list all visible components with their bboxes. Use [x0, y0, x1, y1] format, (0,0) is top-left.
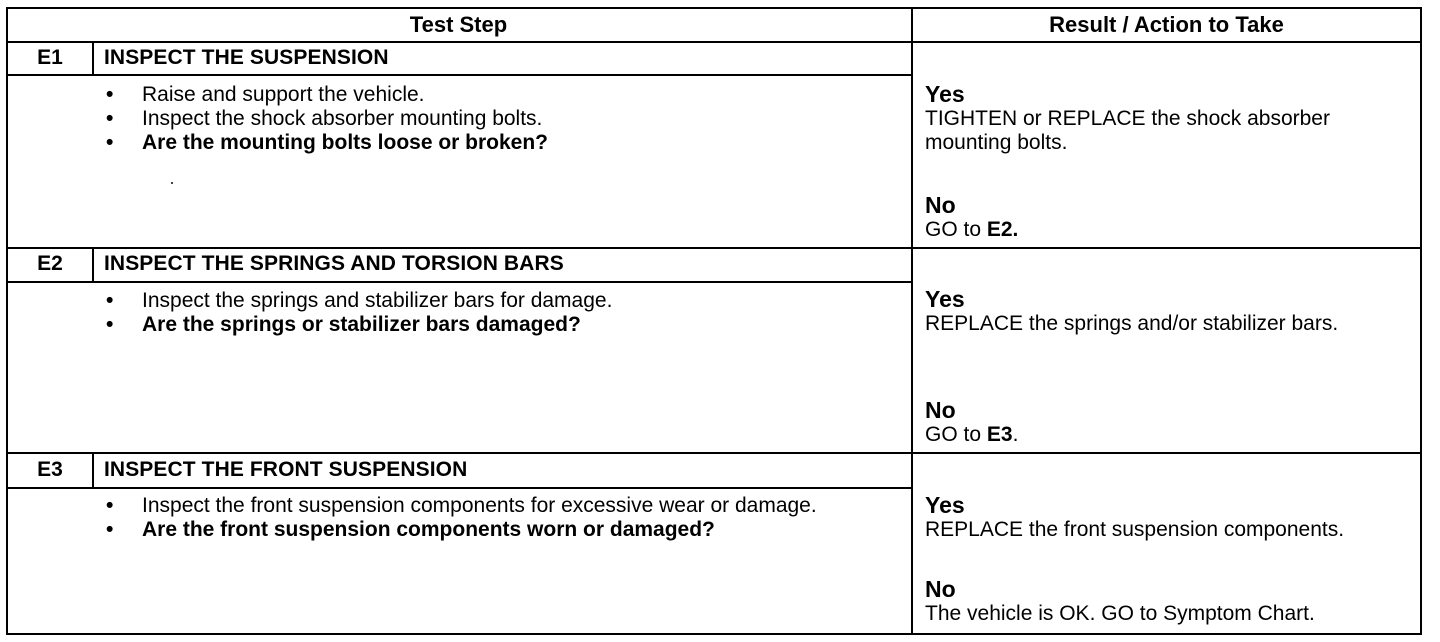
table-border-left [6, 7, 8, 635]
no-label: No [925, 192, 956, 218]
row-divider-e2 [6, 247, 1422, 249]
title-divider-e3 [6, 487, 913, 489]
row-divider-e3 [6, 452, 1422, 454]
diagnostic-table [6, 7, 1422, 635]
step-title: INSPECT THE FRONT SUSPENSION [104, 458, 468, 481]
yes-action: TIGHTEN or REPLACE the shock absorber mounting bolts. [925, 107, 1330, 154]
no-target: E3 [986, 423, 1013, 446]
header-divider [6, 41, 1422, 43]
yes-label: Yes [925, 81, 965, 107]
step-code: E1 [37, 46, 63, 69]
no-target: E2. [986, 218, 1019, 241]
list-item: • Inspect the shock absorber mounting bolts. [106, 107, 896, 131]
code-divider-e1 [92, 41, 94, 76]
table-border-right [1420, 7, 1422, 635]
step-title: INSPECT THE SUSPENSION [104, 46, 389, 69]
no-action: The vehicle is OK. GO to Symptom Chart. [925, 602, 1315, 625]
header-test-step: Test Step [409, 12, 508, 37]
result-no [925, 397, 1405, 447]
step-code: E3 [37, 458, 63, 481]
code-divider-e2 [92, 247, 94, 283]
header-result-action: Result / Action to Take [1049, 12, 1284, 37]
step-list [106, 289, 896, 337]
no-prefix: GO to [925, 423, 982, 446]
yes-action: REPLACE the springs and/or stabilizer bars. [925, 312, 1339, 335]
column-divider [911, 7, 913, 635]
no-prefix: GO to [925, 218, 982, 241]
list-item: • Inspect the springs and stabilizer bars for damage. [106, 289, 896, 313]
result-no [925, 192, 1405, 242]
title-divider-e1 [6, 74, 913, 76]
yes-label: Yes [925, 492, 965, 518]
step-title: INSPECT THE SPRINGS AND TORSION BARS [104, 252, 564, 275]
title-divider-e2 [6, 281, 913, 283]
step-question: • Are the springs or stabilizer bars damaged? [106, 313, 896, 337]
scan-speck [171, 182, 173, 184]
no-label: No [925, 397, 956, 423]
step-list [106, 494, 886, 542]
no-action [925, 218, 1405, 242]
step-question: • Are the mounting bolts loose or broken? [106, 131, 896, 155]
step-code: E2 [37, 252, 63, 275]
yes-label: Yes [925, 286, 965, 312]
code-divider-e3 [92, 452, 94, 489]
table-border-top [6, 7, 1422, 9]
no-label: No [925, 576, 956, 602]
result-yes [925, 286, 1385, 336]
list-item: • Inspect the front suspension components for excessive wear or damage. [106, 494, 886, 518]
list-item: • Raise and support the vehicle. [106, 83, 896, 107]
no-action [925, 423, 1405, 447]
table-border-bottom [6, 633, 1422, 635]
result-yes [925, 81, 1405, 155]
step-question: • Are the front suspension components worn or damaged? [106, 518, 886, 542]
yes-action: REPLACE the front suspension components. [925, 518, 1345, 541]
result-no [925, 576, 1419, 626]
no-suffix: . [1012, 423, 1019, 446]
step-list [106, 83, 896, 155]
result-yes [925, 492, 1365, 542]
